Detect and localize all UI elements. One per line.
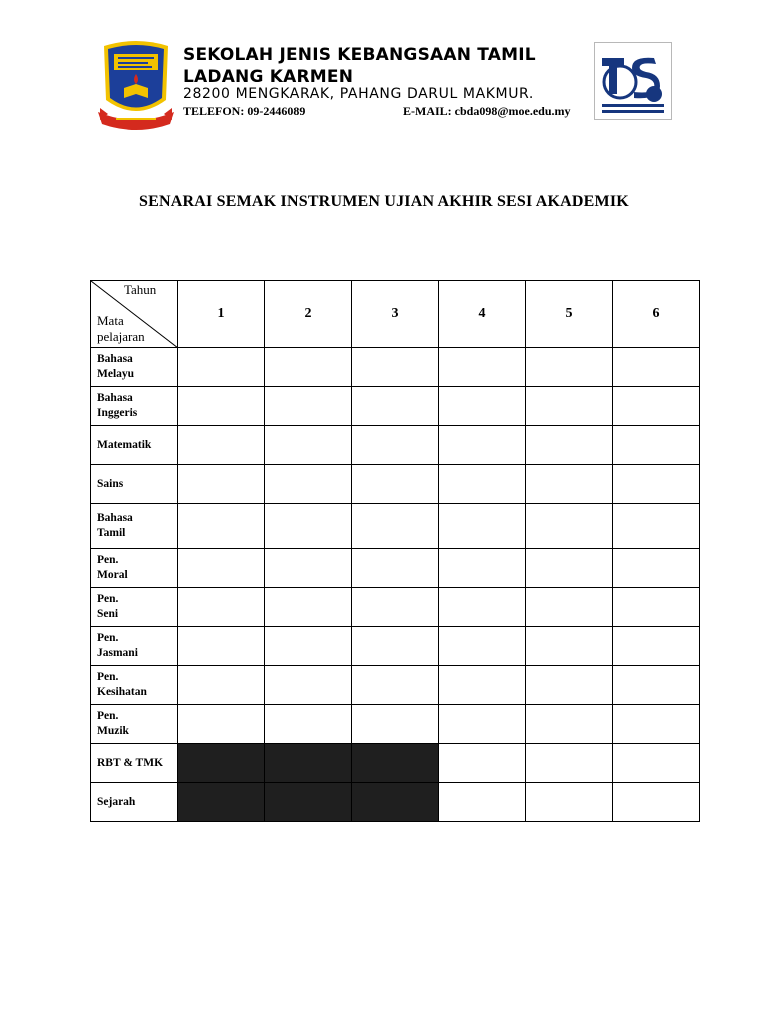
telefon: TELEFON: 09-2446089 [183,104,306,118]
school-crest-icon [96,38,176,134]
email: E-MAIL: cbda098@moe.edu.my [403,104,571,118]
checkbox-cell[interactable] [439,348,526,387]
checkbox-cell[interactable] [439,504,526,549]
checkbox-cell[interactable] [439,744,526,783]
table-corner-cell [91,281,178,348]
checkbox-cell[interactable] [526,588,613,627]
checkbox-cell[interactable] [352,666,439,705]
subject-label: Sains [91,465,178,504]
table-row [91,627,700,666]
table-row [91,666,700,705]
school-address: 28200 MENGKARAK, PAHANG DARUL MAKMUR. [183,86,534,102]
table-row [91,588,700,627]
school-name: SEKOLAH JENIS KEBANGSAAN TAMIL LADANG KARMEN [183,45,536,87]
checkbox-cell[interactable] [613,627,700,666]
checkbox-cell[interactable] [178,549,265,588]
subject-label: Bahasa Melayu [91,348,178,387]
shaded-cell [352,783,439,822]
checkbox-cell[interactable] [439,426,526,465]
checkbox-cell[interactable] [352,627,439,666]
table-row [91,549,700,588]
checkbox-cell[interactable] [265,588,352,627]
checkbox-cell[interactable] [613,744,700,783]
checkbox-cell[interactable] [613,588,700,627]
checkbox-cell[interactable] [178,426,265,465]
checkbox-cell[interactable] [265,705,352,744]
checkbox-cell[interactable] [526,426,613,465]
table-body [91,348,700,822]
checkbox-cell[interactable] [439,666,526,705]
table-header-row [91,281,700,348]
checkbox-cell[interactable] [526,705,613,744]
checkbox-cell[interactable] [526,387,613,426]
contact-line [183,104,583,119]
subject-label: RBT & TMK [91,744,178,783]
table-row [91,465,700,504]
checkbox-cell[interactable] [352,348,439,387]
shaded-cell [352,744,439,783]
year-header: 6 [613,281,700,348]
checkbox-cell[interactable] [613,549,700,588]
checkbox-cell[interactable] [265,504,352,549]
checkbox-cell[interactable] [265,387,352,426]
document-title: SENARAI SEMAK INSTRUMEN UJIAN AKHIR SESI AKADEMIK [139,193,629,210]
checkbox-cell[interactable] [178,705,265,744]
checkbox-cell[interactable] [613,705,700,744]
checkbox-cell[interactable] [265,426,352,465]
checkbox-cell[interactable] [352,549,439,588]
corner-label-tahun: Tahun [124,282,157,297]
year-header: 5 [526,281,613,348]
checkbox-cell[interactable] [178,465,265,504]
checkbox-cell[interactable] [613,348,700,387]
table-row [91,744,700,783]
table-row [91,504,700,549]
checkbox-cell[interactable] [613,387,700,426]
checkbox-cell[interactable] [178,588,265,627]
shaded-cell [265,783,352,822]
table-row [91,426,700,465]
shaded-cell [265,744,352,783]
checkbox-cell[interactable] [526,783,613,822]
checkbox-cell[interactable] [613,465,700,504]
checkbox-cell[interactable] [352,426,439,465]
checkbox-cell[interactable] [439,549,526,588]
checkbox-cell[interactable] [178,387,265,426]
checkbox-cell[interactable] [439,387,526,426]
checkbox-cell[interactable] [526,627,613,666]
subject-label: Pen. Seni [91,588,178,627]
table-row [91,348,700,387]
checkbox-cell[interactable] [526,465,613,504]
checkbox-cell[interactable] [352,504,439,549]
subject-label: Pen. Kesihatan [91,666,178,705]
year-header: 3 [352,281,439,348]
checkbox-cell[interactable] [613,426,700,465]
checkbox-cell[interactable] [526,348,613,387]
checkbox-cell[interactable] [613,504,700,549]
checkbox-cell[interactable] [352,387,439,426]
checkbox-cell[interactable] [352,705,439,744]
checkbox-cell[interactable] [178,666,265,705]
table-row [91,387,700,426]
checkbox-cell[interactable] [352,465,439,504]
checkbox-cell[interactable] [613,783,700,822]
checkbox-cell[interactable] [352,588,439,627]
checkbox-cell[interactable] [439,705,526,744]
checkbox-cell[interactable] [526,666,613,705]
checkbox-cell[interactable] [526,504,613,549]
checkbox-cell[interactable] [265,666,352,705]
checkbox-cell[interactable] [265,549,352,588]
table-row [91,783,700,822]
checklist-table [90,280,700,822]
table-row [91,705,700,744]
subject-label: Pen. Muzik [91,705,178,744]
subject-label: Bahasa Tamil [91,504,178,549]
checkbox-cell[interactable] [265,465,352,504]
corner-label-mata-pelajaran: Mata pelajaran [97,313,145,344]
shaded-cell [178,744,265,783]
year-header: 4 [439,281,526,348]
checkbox-cell[interactable] [265,627,352,666]
subject-label: Pen. Jasmani [91,627,178,666]
checkbox-cell[interactable] [178,504,265,549]
year-header: 1 [178,281,265,348]
letterhead [0,0,768,150]
checkbox-cell[interactable] [439,783,526,822]
checkbox-cell[interactable] [439,627,526,666]
checkbox-cell[interactable] [439,588,526,627]
checkbox-cell[interactable] [178,348,265,387]
subject-label: Sejarah [91,783,178,822]
checkbox-cell[interactable] [178,627,265,666]
subject-label: Pen. Moral [91,549,178,588]
subject-label: Matematik [91,426,178,465]
year-header: 2 [265,281,352,348]
checkbox-cell[interactable] [526,744,613,783]
checkbox-cell[interactable] [265,348,352,387]
shaded-cell [178,783,265,822]
subject-label: Bahasa Inggeris [91,387,178,426]
checkbox-cell[interactable] [439,465,526,504]
checkbox-cell[interactable] [613,666,700,705]
checkbox-cell[interactable] [526,549,613,588]
ts25-logo-icon [594,42,672,120]
